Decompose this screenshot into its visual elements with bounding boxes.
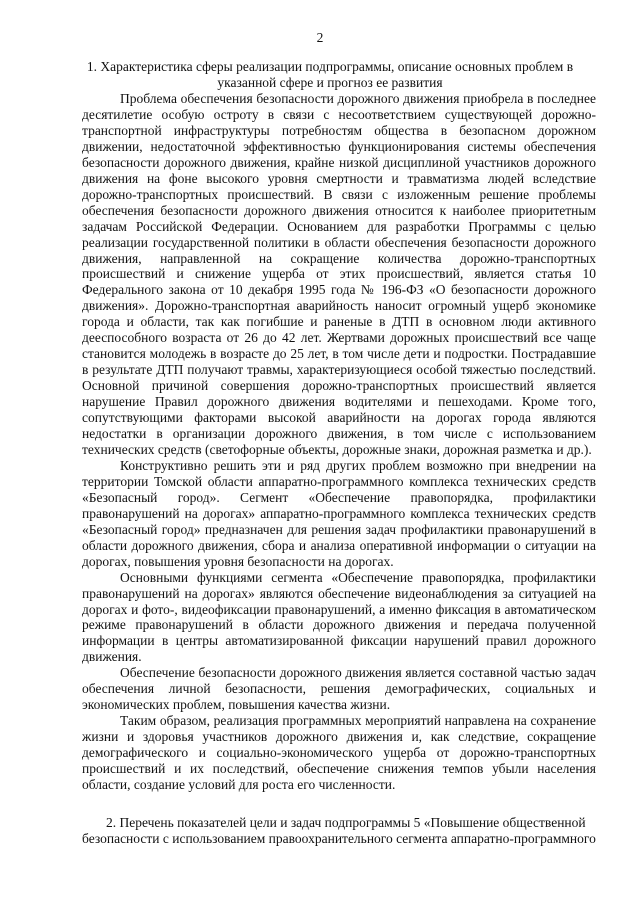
paragraph-5: Таким образом, реализация программных мероприятий направлена на сохранение жизни и здоровья участников дорожного движения и, как следствие, сокращение демографического и социально-экономического ущерба от дорожно-транспортных происшествий и их последствий, обеспечение снижения темпов убыли населения области, создание условий для роста его численности. (82, 713, 596, 792)
section-1-heading: 1. Характеристика сферы реализации подпрограммы, описание основных проблем в указанной сфере и прогноз ее развития (86, 59, 574, 91)
paragraph-4: Обеспечение безопасности дорожного движения является составной частью задач обеспечения личной безопасности, решения демографических, социальных и экономических проблем, повышения качества жизни. (82, 665, 596, 713)
paragraph-2: Конструктивно решить эти и ряд других проблем возможно при внедрении на территории Томской области аппаратно-программного комплекса технических средств «Безопасный город». Сегмент «Обеспечение правопорядка, профилактики правонарушений на дорогах» аппаратно-программного комплекса технических средств «Безопасный город» предназначен для решения задач профилактики правонарушений в области дорожного движения, сбора и анализа оперативной информации о ситуации на дорогах, повышения уровня безопасности на дорогах. (82, 457, 596, 569)
section-2-heading: 2. Перечень показателей цели и задач подпрограммы 5 «Повышение общественной безопасности с использованием правоохранительного сегмента аппаратно-программного (82, 815, 596, 847)
paragraph-3: Основными функциями сегмента «Обеспечение правопорядка, профилактики правонарушений на дорогах» являются обеспечение видеонаблюдения за ситуацией на дорогах и фото-, видеофиксации правонарушений, а именно фиксация в автоматическом режиме правонарушений в области дорожного движения и передача полученной информации в центры автоматизированной фиксации нарушений правил дорожного движения. (82, 569, 596, 665)
page-number: 2 (316, 30, 324, 45)
paragraph-1: Проблема обеспечения безопасности дорожного движения приобрела в последнее десятилетие особую остроту в связи с несоответствием существующей дорожно-транспортной инфраструктуры потребностям общества в безопасном дорожном движении, недостаточной эффективностью функционирования системы обеспечения безопасности дорожного движения, крайне низкой дисциплиной участников дорожного движения на фоне высокого уровня смертности и травматизма людей вследствие дорожно-транспортных происшествий. В связи с изложенным решение проблемы обеспечения безопасности дорожного движения относится к наиболее приоритетным задачам Российской Федерации. Основанием для разработки Программы с целью реализации государственной политики в области обеспечения безопасности дорожного движения, направленной на сокращение количества дорожно-транспортных происшествий и снижение ущерба от этих происшествий, является статья 10 Федерального закона от 10 декабря 1995 года № 196-ФЗ «О безопасности дорожного движения». Дорожно-транспортная аварийность наносит огромный ущерб экономике города и области, так как погибшие и раненые в ДТП в основном люди активного дееспособного возраста от 26 до 42 лет. Жертвами дорожных происшествий все чаще становится молодежь в возрасте до 25 лет, в том числе дети и подростки. Пострадавшие в результате ДТП получают травмы, характеризующиеся особой тяжестью последствий. Основной причиной совершения дорожно-транспортных происшествий является нарушение Правил дорожного движения водителями и пешеходами. Кроме того, сопутствующими факторами высокой аварийности на дорогах города являются недостатки в организации дорожного движения, в том числе с использованием технических средств (светофорные объекты, дорожные знаки, дорожная разметка и др.). (82, 91, 596, 457)
section-1-body (82, 91, 596, 793)
